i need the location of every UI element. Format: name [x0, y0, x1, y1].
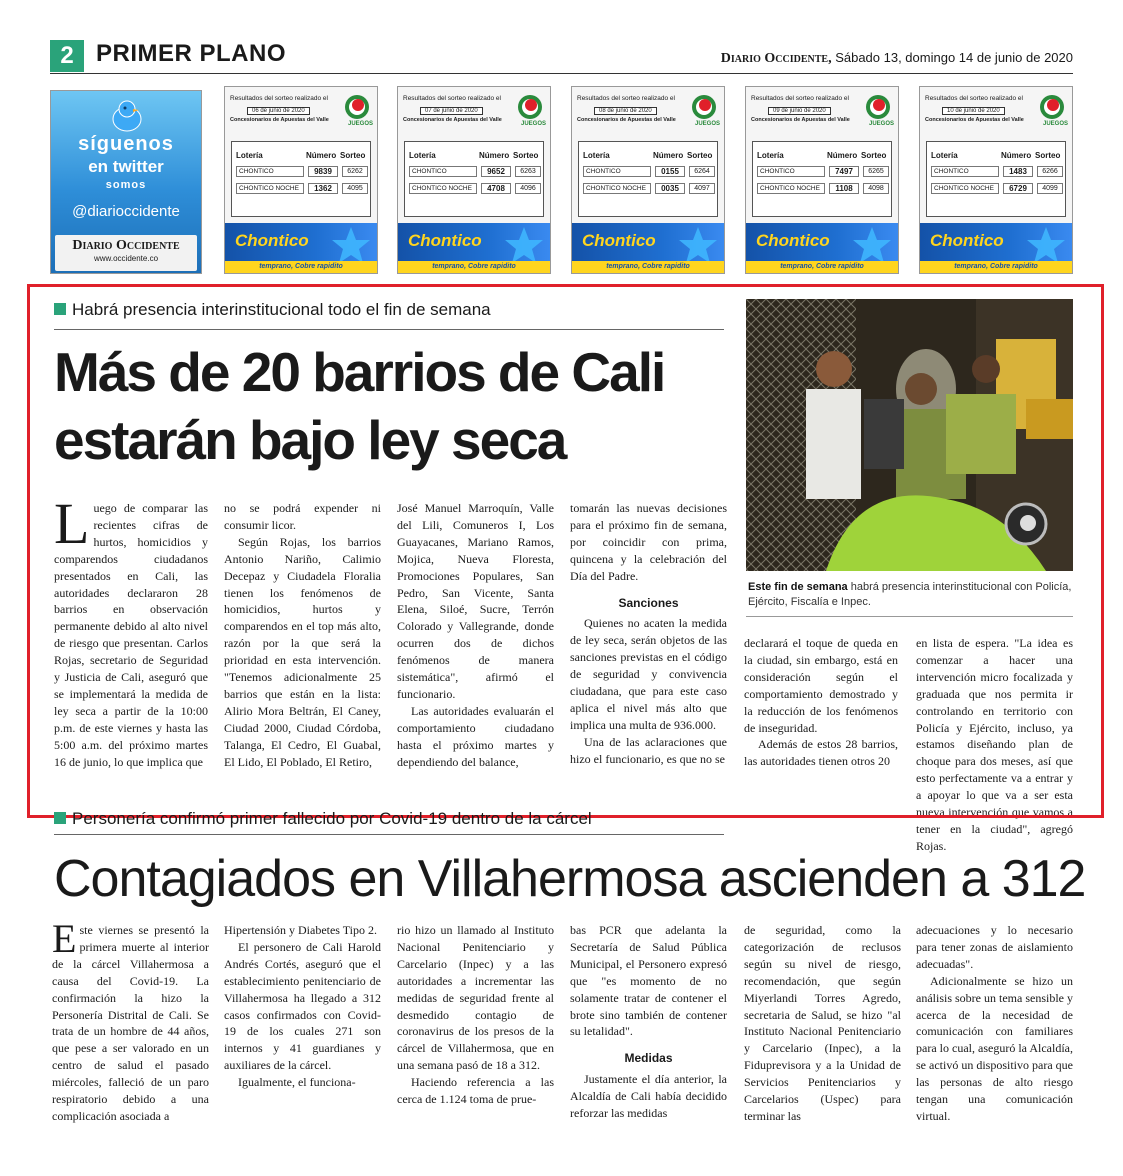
lottery-concessionaire: Concesionarios de Apuestas del Valle	[403, 117, 502, 123]
chontico-slogan: temprano, Cobre rapidito	[920, 261, 1072, 273]
article1-headline: Más de 20 barrios de Cali estarán bajo ley seca	[54, 341, 665, 471]
chontico-logo: Chontico	[756, 231, 830, 250]
section-title: PRIMER PLANO	[96, 40, 287, 67]
lottery-table	[578, 141, 718, 217]
col-loteria: Lotería	[931, 151, 958, 160]
juegos-logo-icon	[516, 93, 544, 121]
article1-paragraph: declarará el toque de queda en la ciudad, sin embargo, está en consideración según el comportamiento demostrado y la reducción de los fenómenos de inseguridad.	[744, 636, 898, 735]
logo-text: Diario Occidente	[72, 238, 180, 253]
chontico-noche-number: 0035	[655, 183, 685, 194]
article2-col5	[744, 922, 901, 1125]
article2-col6	[916, 922, 1073, 1125]
article1-kicker-text: Habrá presencia interinstitucional todo el fin de semana	[72, 300, 491, 319]
chontico-banner	[920, 223, 1072, 273]
article2-text: Igualmente, el funciona-	[238, 1075, 356, 1090]
chontico-number: 9652	[481, 166, 511, 177]
lottery-card	[745, 86, 899, 274]
lottery-concessionaire: Concesionarios de Apuestas del Valle	[925, 117, 1024, 123]
chontico-noche-number: 1108	[829, 183, 859, 194]
chontico-noche-number: 4708	[481, 183, 511, 194]
lottery-results-label: Resultados del sorteo realizado el	[230, 95, 328, 102]
lottery-date: 09 de junio de 2020	[768, 107, 831, 115]
chontico-number: 0155	[655, 166, 685, 177]
chontico-number: 9839	[308, 166, 338, 177]
masthead-date: Sábado 13, domingo 14 de junio de 2020	[831, 50, 1073, 65]
col-numero: Número	[1001, 151, 1032, 160]
col-numero: Número	[479, 151, 510, 160]
chontico-banner	[746, 223, 898, 273]
article2-text: Adicionalmente se hizo un análisis sobre un tema sensible y acerca de la necesidad de comunicación con familiares para lo cual, aseguró la Alcaldía, se activó un dispositivo para que las personas de alto riesgo tengan una comunicación virtual.	[916, 973, 1073, 1123]
logo-url: www.occidente.co	[93, 254, 159, 263]
masthead	[721, 50, 1073, 67]
lottery-results-label: Resultados del sorteo realizado el	[751, 95, 849, 102]
chontico-noche-draw: 4099	[1037, 183, 1063, 194]
col-sorteo: Sorteo	[513, 151, 539, 160]
col-sorteo: Sorteo	[340, 151, 366, 160]
chontico-slogan: temprano, Cobre rapidito	[398, 261, 550, 273]
lottery-concessionaire: Concesionarios de Apuestas del Valle	[230, 117, 329, 123]
row-chontico-label: CHONTICO	[931, 166, 999, 177]
lottery-date: 06 de junio de 2020	[247, 107, 310, 115]
lottery-results-label: Resultados del sorteo realizado el	[403, 95, 501, 102]
header-rule	[50, 73, 1073, 74]
row-chontico-noche-label: CHONTICO NOCHE	[583, 183, 651, 194]
lottery-date: 07 de junio de 2020	[420, 107, 483, 115]
chontico-noche-draw: 4098	[863, 183, 889, 194]
twitter-promo[interactable]	[50, 90, 202, 274]
article1-text: uego de comparar las recientes cifras de hurtos, homicidios y comparendos ciudadanos presentados en Cali, las autoridades declararon 28 barrios en observación permanente debido al alto nivel de riesgo que presentan. Carlos Rojas, secretario de Seguridad y Justicia de Cali, aseguró que se implementará la medida de ley seca a partir de la 10:00 p.m. de este viernes y hasta las 5:00 a.m. del próximo martes 16 de junio, lo que implica que	[54, 501, 208, 769]
chontico-logo: Chontico	[408, 231, 482, 250]
article2-col1	[52, 916, 209, 1125]
article2-text: rio hizo un llamado al Instituto Nacional Penitenciario y Carcelario (Inpec) y a las autoridades a incrementar las medidas de seguridad frente al desmedido contagio de coronavirus de los presos de la cárcel de Villahermosa, que en una semana pasó de 18 a 312.	[397, 923, 554, 1073]
article1-paragraph: no se podrá expender ni consumir licor.	[224, 501, 381, 532]
twitter-follow-text: síguenos	[78, 133, 174, 155]
chontico-number: 1483	[1003, 166, 1033, 177]
juegos-logo-text: JUEGOS	[520, 121, 546, 127]
chontico-logo: Chontico	[235, 231, 309, 250]
chontico-draw: 6264	[689, 166, 715, 177]
caption-text: habrá presencia interinstitucional con Policía, Ejército, Fiscalía e Inpec.	[748, 581, 1072, 608]
article2-text: Haciendo referencia a las cerca de 1.124 toma de prue-	[397, 1075, 554, 1107]
subhead-medidas: Medidas	[624, 1051, 673, 1066]
col-sorteo: Sorteo	[1035, 151, 1061, 160]
article1-paragraph: Además de estos 28 barrios, las autoridades tienen otros 20	[744, 737, 898, 769]
article2-text: adecuaciones y lo necesario para tener zonas de aislamiento adecuadas".	[916, 923, 1073, 971]
article2-headline: Contagiados en Villahermosa ascienden a 312	[54, 850, 1086, 908]
kicker-square-icon	[54, 812, 66, 824]
article2-col2	[224, 922, 381, 1091]
col-loteria: Lotería	[757, 151, 784, 160]
row-chontico-noche-label: CHONTICO NOCHE	[931, 183, 999, 194]
page-number: 2	[50, 40, 84, 72]
article2-kicker-text: Personería confirmó primer fallecido por Covid-19 dentro de la cárcel	[72, 809, 592, 828]
lottery-card	[919, 86, 1073, 274]
kicker-rule	[54, 834, 724, 835]
article1-paragraph: Según Rojas, los barrios Antonio Nariño, Calimio Decepaz y Ciudadela Floralia tienen los fenómenos de homicidios, hurtos y comparendos en el top más alto, razón por la que será la prioridad en esta intervención. "Tenemos adicionalmente 25 barrios que están en la lista: Alirio Mora Beltrán, El Caney, Ciudad 2000, Ciudad Córdoba, Talanga, El Cedro, El Guabal, El Lido, El Poblado, El Retiro,	[224, 534, 381, 769]
lottery-card	[397, 86, 551, 274]
chontico-noche-number: 6729	[1003, 183, 1033, 194]
chontico-draw: 6262	[342, 166, 368, 177]
chontico-slogan: temprano, Cobre rapidito	[225, 261, 377, 273]
col-numero: Número	[306, 151, 337, 160]
juegos-logo-text: JUEGOS	[694, 121, 720, 127]
article2-kicker	[54, 809, 592, 829]
article1-paragraph: José Manuel Marroquín, Valle del Lili, Comuneros I, Los Guayacanes, Mariano Ramos, Mojica, Nueva Floresta, Promociones Populares, San Pedro, San Vicente, Santa Elena, Siloé, Sucre, Terrón Colorado y Vallegrande, donde ocurren dos de dichos fenómenos de manera sistemática", afirmó el funcionario.	[397, 501, 554, 701]
article1-paragraph: en lista de espera. "La idea es comenzar a hacer una intervención micro focalizada y graduada que nos permita ir controlando en territorio con Policía y Ejército, incluso, ya estamos diseñando plan de choque para dos meses, así que esto perfectamente va a entrar y a apoyar lo que va a ser esta nueva intervención que vamos a tener en la ciudad", agregó Rojas.	[916, 636, 1073, 853]
lottery-date: 08 de junio de 2020	[594, 107, 657, 115]
drop-cap: E	[52, 916, 77, 961]
chontico-number: 7497	[829, 166, 859, 177]
juegos-logo-icon	[864, 93, 892, 121]
chontico-slogan: temprano, Cobre rapidito	[572, 261, 724, 273]
masthead-brand: Diario Occidente,	[720, 51, 832, 66]
article2-col4	[570, 922, 727, 1122]
chontico-logo: Chontico	[930, 231, 1004, 250]
star-icon	[331, 225, 371, 265]
article1-paragraph: tomarán las nuevas decisiones para el próximo fin de semana, por coincidir con prima, quincena y la celebración del Día del Padre.	[570, 501, 727, 583]
row-chontico-label: CHONTICO	[583, 166, 651, 177]
article2-text: Hipertensión y Diabetes Tipo 2.	[224, 923, 377, 937]
row-chontico-label: CHONTICO	[757, 166, 825, 177]
juegos-logo-text: JUEGOS	[347, 121, 373, 127]
chontico-banner	[572, 223, 724, 273]
article1-paragraph: Una de las aclaraciones que hizo el funcionario, es que no se	[570, 734, 727, 766]
row-chontico-noche-label: CHONTICO NOCHE	[409, 183, 477, 194]
diario-occidente-logo	[55, 235, 197, 271]
lottery-concessionaire: Concesionarios de Apuestas del Valle	[751, 117, 850, 123]
article1-paragraph: Quienes no acaten la medida de ley seca, serán objetos de las sanciones previstas en el código de seguridad y convivencia ciudadana, que para este caso aplica el nivel más alto que implica una multa de 936.000.	[570, 616, 727, 732]
lottery-results-label: Resultados del sorteo realizado el	[577, 95, 675, 102]
chontico-banner	[398, 223, 550, 273]
lottery-table	[926, 141, 1066, 217]
drop-cap: L	[54, 491, 90, 556]
article2-text: ste viernes se presentó la primera muerte al interior de la cárcel Villahermosa a causa del Covid-19. La confirmación la hizo la Personería Distrital de Cali. Se trata de un hombre de 44 años, que pese a ser valorado en un centro de salud el pasado miércoles, falleció de un paro respiratorio debido a una complicación asociada a	[52, 923, 209, 1123]
row-chontico-noche-label: CHONTICO NOCHE	[236, 183, 304, 194]
chontico-banner	[225, 223, 377, 273]
star-icon	[504, 225, 544, 265]
lottery-table	[752, 141, 892, 217]
article2-text: de seguridad, como la categorización de reclusos según su nivel de riesgo, recomendación, que según Miyerlandi Torres Agredo, secretaria de Salud, se hizo "al Instituto Nacional Penitenciario y Carcelario (Inpec), a la Fiduprevisora y a la Unidad de Servicios Penitenciarios y Carcelarios (Uspec) para terminar las	[744, 923, 901, 1123]
lottery-concessionaire: Concesionarios de Apuestas del Valle	[577, 117, 676, 123]
star-icon	[678, 225, 718, 265]
chontico-logo: Chontico	[582, 231, 656, 250]
juegos-logo-icon	[690, 93, 718, 121]
lottery-card	[571, 86, 725, 274]
article2-text: El personero de Cali Harold Andrés Cortés, aseguró que el establecimiento penitenciario de Villahermosa ha llegado a 312 casos confirmados con Covid-19 de los cuales 271 son internos y 41 guardianes y auxiliares de la cárcel.	[224, 939, 381, 1073]
juegos-logo-icon	[1038, 93, 1066, 121]
subhead-sanciones: Sanciones	[618, 595, 679, 610]
star-icon	[852, 225, 892, 265]
row-chontico-label: CHONTICO	[409, 166, 477, 177]
highlight-frame	[27, 284, 1104, 818]
chontico-noche-number: 1362	[308, 183, 338, 194]
lottery-results-label: Resultados del sorteo realizado el	[925, 95, 1023, 102]
chontico-draw: 6263	[515, 166, 541, 177]
caption-bold: Este fin de semana	[748, 581, 848, 593]
row-chontico-noche-label: CHONTICO NOCHE	[757, 183, 825, 194]
chontico-noche-draw: 4095	[342, 183, 368, 194]
chontico-noche-draw: 4097	[689, 183, 715, 194]
article2-text: bas PCR que adelanta la Secretaría de Salud Pública Municipal, el Personero expresó que "es momento de no solamente tratar de contener el brote sino también de contener su letalidad".	[570, 923, 727, 1039]
lottery-date: 10 de junio de 2020	[942, 107, 1005, 115]
article2-text: Justamente el día anterior, la Alcaldía de Cali había decidido reforzar las medidas	[570, 1072, 727, 1121]
twitter-bird-icon	[105, 99, 149, 135]
col-loteria: Lotería	[583, 151, 610, 160]
twitter-somos-text: somos	[105, 179, 147, 191]
col-loteria: Lotería	[236, 151, 263, 160]
juegos-logo-text: JUEGOS	[1042, 121, 1068, 127]
col-sorteo: Sorteo	[861, 151, 887, 160]
chontico-slogan: temprano, Cobre rapidito	[746, 261, 898, 273]
juegos-logo-icon	[343, 93, 371, 121]
col-loteria: Lotería	[409, 151, 436, 160]
col-sorteo: Sorteo	[687, 151, 713, 160]
chontico-draw: 6265	[863, 166, 889, 177]
lottery-table	[404, 141, 544, 217]
juegos-logo-text: JUEGOS	[868, 121, 894, 127]
lottery-card	[224, 86, 378, 274]
star-icon	[1026, 225, 1066, 265]
article1-paragraph: Las autoridades evaluarán el comportamiento ciudadano hasta el próximo martes y dependiendo del balance,	[397, 703, 554, 769]
lottery-table	[231, 141, 371, 217]
col-numero: Número	[653, 151, 684, 160]
article2-col3	[397, 922, 554, 1108]
twitter-on-text: en twitter	[88, 157, 164, 176]
col-numero: Número	[827, 151, 858, 160]
chontico-draw: 6266	[1037, 166, 1063, 177]
twitter-handle[interactable]: @diarioccidente	[72, 203, 180, 220]
row-chontico-label: CHONTICO	[236, 166, 304, 177]
chontico-noche-draw: 4096	[515, 183, 541, 194]
